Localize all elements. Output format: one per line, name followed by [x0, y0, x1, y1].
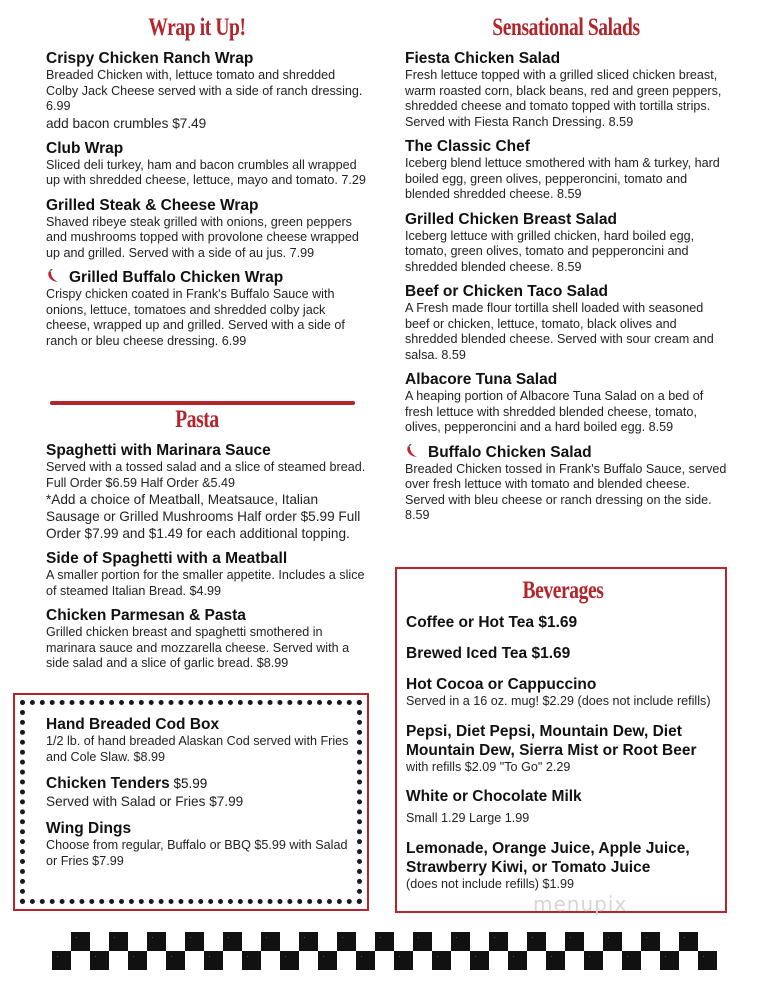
- item-name: Hot Cocoa or Cappuccino: [406, 676, 597, 693]
- item-name: Side of Spaghetti with a Meatball: [46, 550, 288, 567]
- item-desc: A heaping portion of Albacore Tuna Salad on a bed of fresh lettuce with shredded blended cheese, tomato, olives, pepperoncini and a hard boiled egg. 8.59: [405, 389, 704, 434]
- item-name: Brewed Iced Tea $1.69: [406, 645, 571, 662]
- beverages-title: Beverages: [522, 577, 604, 604]
- pasta-title: Pasta: [175, 406, 219, 433]
- item-desc: with refills $2.09 "To Go" 2.29: [406, 759, 571, 774]
- item-desc: Breaded Chicken tossed in Frank's Buffalo Sauce, served over fresh lettuce with tomato and blended cheese. Served with bleu cheese or ranch dressing on the side. 8.59: [405, 461, 727, 522]
- menu-item: [46, 607, 368, 672]
- item-desc: A Fresh made flour tortilla shell loaded with seasoned beef or chicken, lettuce, tomato, black olives and shredded blended cheese. Served with sour cream and salsa. 8.59: [405, 301, 714, 362]
- item-name: The Classic Chef: [405, 138, 530, 155]
- menu-item: [405, 371, 727, 436]
- menu-item: [46, 716, 356, 765]
- menu-item: [406, 675, 720, 710]
- chili-pepper-icon: [405, 444, 419, 458]
- wraps-title: Wrap it Up!: [148, 14, 246, 41]
- menu-item: [46, 550, 368, 599]
- pasta-section: [46, 406, 368, 680]
- item-name: Chicken Parmesan & Pasta: [46, 607, 246, 624]
- menu-item: [405, 50, 727, 130]
- item-name: Grilled Steak & Cheese Wrap: [46, 196, 259, 214]
- item-name: Crispy Chicken Ranch Wrap: [46, 50, 254, 67]
- wraps-section: [46, 14, 368, 357]
- item-desc: Small 1.29 Large 1.99: [406, 811, 530, 825]
- item-name: Beef or Chicken Taco Salad: [405, 283, 608, 300]
- item-name: Coffee or Hot Tea $1.69: [406, 614, 578, 631]
- watermark: menupix: [533, 892, 628, 916]
- menu-item: [405, 138, 727, 203]
- menu-item: [46, 197, 368, 262]
- item-name-row: [405, 444, 727, 462]
- item-name-row: [46, 775, 356, 793]
- menu-item: [46, 775, 356, 810]
- menu-item: [406, 644, 720, 663]
- salads-section: [405, 14, 727, 532]
- menu-item: [406, 839, 720, 893]
- beverages-section: [406, 577, 720, 901]
- item-price: $5.99: [169, 776, 208, 791]
- item-name: Albacore Tuna Salad: [405, 371, 558, 388]
- item-desc: Choose from regular, Buffalo or BBQ $5.99 with Salad or Fries $7.99: [46, 838, 348, 868]
- item-desc: Sliced deli turkey, ham and bacon crumbles all wrapped up with shredded cheese, lettuce, mayo and tomato. 7.29: [46, 157, 366, 187]
- item-name: Club Wrap: [46, 139, 124, 157]
- item-desc: 1/2 lb. of hand breaded Alaskan Cod served with Fries and Cole Slaw. $8.99: [46, 734, 349, 764]
- menu-item: [405, 283, 727, 363]
- menu-item: [405, 211, 727, 276]
- item-desc: (does not include refills) $1.99: [406, 877, 575, 891]
- item-name: Grilled Buffalo Chicken Wrap: [69, 269, 284, 286]
- chili-pepper-icon: [46, 269, 60, 283]
- item-desc: Iceberg lettuce with grilled chicken, hard boiled egg, tomato, green olives, tomato and pepperoncini and shredded blended cheese. 8.59: [405, 228, 695, 274]
- item-name: Pepsi, Diet Pepsi, Mountain Dew, Diet Mountain Dew, Sierra Mist or Root Beer: [406, 722, 697, 759]
- item-desc: Shaved ribeye steak grilled with onions, green peppers and mushrooms topped with provolone cheese wrapped up and grilled. Served with a side of au jus. 7.99: [46, 214, 359, 260]
- item-name: White or Chocolate Milk: [406, 788, 582, 805]
- item-desc: Breaded Chicken with, lettuce tomato and shredded Colby Jack Cheese served with a side of ranch dressing. 6.99: [46, 68, 363, 113]
- item-desc: A smaller portion for the smaller appetite. Includes a slice of steamed Italian Bread. $4.99: [46, 568, 365, 598]
- item-desc: Crispy chicken coated in Frank's Buffalo Sauce with onions, lettuce, tomatoes and shredded colby jack cheese, wrapped up and grilled. Served with a side of ranch or bleu cheese dressing. 6.99: [46, 287, 345, 348]
- item-desc: Served with a tossed salad and a slice of steamed bread. Full Order $6.59 Half Order &5.49: [46, 460, 366, 490]
- menu-item: [46, 50, 368, 132]
- item-desc: Fresh lettuce topped with a grilled sliced chicken breast, warm roasted corn, black beans, red and green peppers, shredded cheese and tomato topped with tortilla strips. Served with Fiesta Ranch Dressing. 8.59: [405, 68, 722, 129]
- menu-item: [405, 444, 727, 524]
- item-name: Lemonade, Orange Juice, Apple Juice, Strawberry Kiwi, or Tomato Juice: [406, 840, 690, 876]
- item-extra: add bacon crumbles $7.49: [46, 115, 207, 131]
- item-desc: Served in a 16 oz. mug! $2.29 (does not include refills): [406, 694, 711, 708]
- menu-item: [46, 442, 368, 542]
- menu-item: [406, 722, 720, 776]
- menu-item: [46, 140, 368, 189]
- item-desc: Served with Salad or Fries $7.99: [46, 794, 244, 809]
- salads-title: Sensational Salads: [492, 14, 640, 41]
- item-name: Hand Breaded Cod Box: [46, 716, 220, 733]
- item-desc: Iceberg blend lettuce smothered with ham & turkey, hard boiled egg, green olives, pepperoncini, tomato and blended shredded cheese. 8.59: [405, 156, 720, 201]
- item-desc: Grilled chicken breast and spaghetti smothered in marinara sauce and mozzarella cheese. Served with a side salad and a slice of garlic bread. $8.99: [46, 625, 350, 670]
- divider-brush: [50, 401, 355, 405]
- menu-item: [46, 269, 368, 349]
- item-name-row: [46, 269, 368, 287]
- item-name: Chicken Tenders: [46, 775, 170, 792]
- item-name: Spaghetti with Marinara Sauce: [46, 442, 271, 459]
- menu-item: [406, 787, 720, 827]
- item-name: Wing Dings: [46, 820, 132, 837]
- menu-item: [46, 820, 356, 869]
- item-name: Fiesta Chicken Salad: [405, 50, 561, 67]
- checkered-border: [52, 932, 717, 970]
- specials-section: [46, 716, 356, 877]
- item-name: Buffalo Chicken Salad: [428, 443, 592, 461]
- item-extra: *Add a choice of Meatball, Meatsauce, Italian Sausage or Grilled Mushrooms Half order $5.99 Full Order $7.99 and $1.49 for each additional topping.: [46, 492, 361, 541]
- item-name: Grilled Chicken Breast Salad: [405, 210, 617, 228]
- menu-item: [406, 613, 720, 632]
